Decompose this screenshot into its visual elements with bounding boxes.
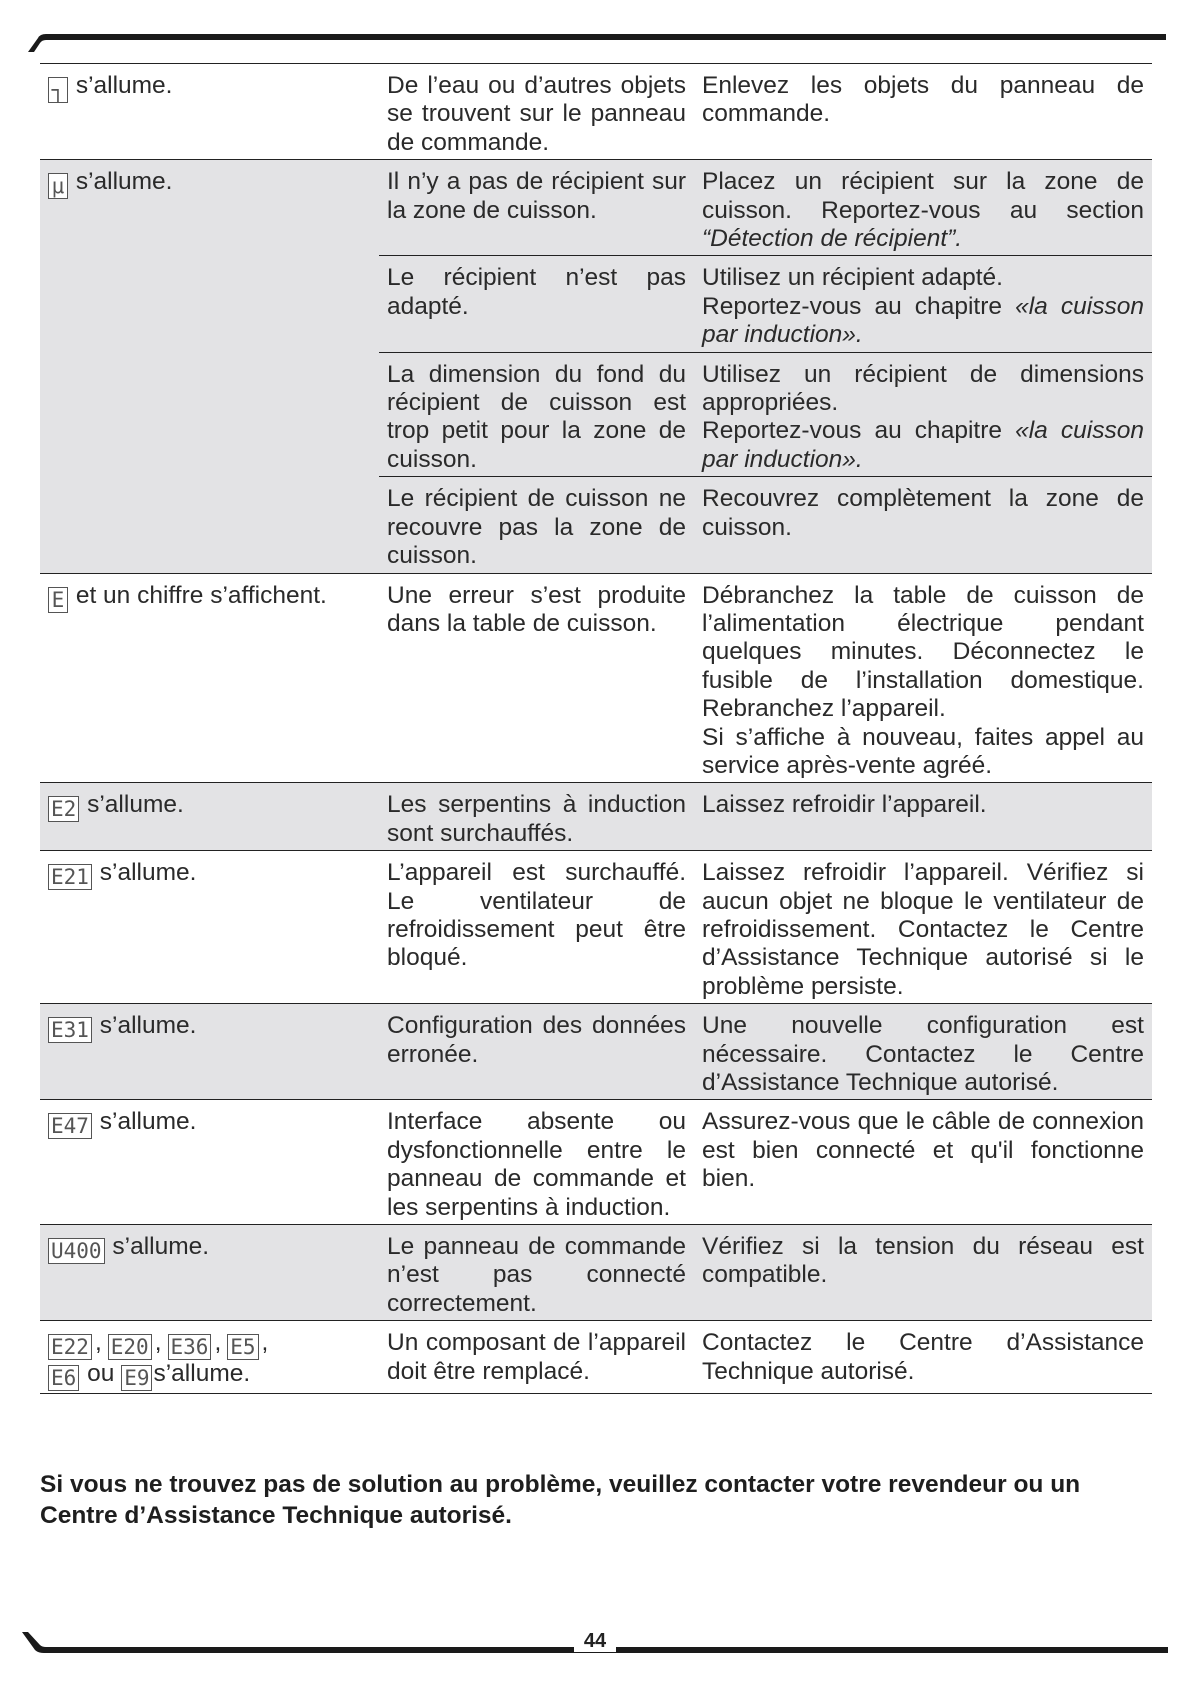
top-decorative-rule	[28, 34, 1166, 52]
cause-cell: L’appareil est surchauffé. Le ventilateur de refroidissement peut être bloqué.	[379, 851, 702, 1004]
display-code-icon: E6	[48, 1365, 79, 1391]
cause-cell: Le panneau de commande n’est pas connecté correctement.	[379, 1225, 702, 1321]
table-row	[40, 64, 1152, 160]
symptom-text: s’allume.	[112, 1233, 210, 1261]
cause-cell: Le récipient n’est pas adapté.	[379, 256, 702, 352]
cause-cell: Il n’y a pas de récipient sur la zone de cuisson.	[379, 160, 702, 256]
table-row	[40, 851, 1152, 1004]
solution-cell: Placez un récipient sur la zone de cuisson. Reportez-vous au section “Détection de récipient”.	[702, 160, 1152, 256]
cause-cell: La dimension du fond du récipient de cuisson est trop petit pour la zone de cuisson.	[379, 352, 702, 477]
display-code-icon: U400	[48, 1238, 105, 1264]
table-row	[40, 1321, 1152, 1394]
display-code-icon: E2	[48, 796, 79, 822]
page-number: 44	[0, 1630, 1190, 1653]
display-code-icon: E5	[227, 1334, 258, 1360]
symptom-cell	[40, 64, 379, 160]
solution-cell: Vérifiez si la tension du réseau est compatible.	[702, 1225, 1152, 1321]
symptom-cell	[40, 1100, 379, 1225]
display-code-icon: μ	[48, 173, 68, 199]
symptom-cell: E22 , E20 , E36 , E5 , E6 ou E9 s’allume.	[40, 1321, 379, 1394]
cause-cell: Un composant de l’appareil doit être remplacé.	[379, 1321, 702, 1394]
solution-cell: Enlevez les objets du panneau de commande.	[702, 64, 1152, 160]
cause-cell: Configuration des données erronée.	[379, 1004, 702, 1100]
symptom-cell	[40, 1004, 379, 1100]
symptom-text: s’allume.	[87, 791, 184, 819]
symptom-cell	[40, 1225, 379, 1321]
display-code-icon: E36	[168, 1334, 212, 1360]
troubleshooting-table	[40, 63, 1152, 1394]
solution-cell: Recouvrez complètement la zone de cuisson.	[702, 477, 1152, 573]
display-code-icon: E20	[108, 1334, 152, 1360]
solution-cell: Laissez refroidir l’appareil. Vérifiez si aucun objet ne bloque le ventilateur de refroidissement. Contactez le Centre d’Assistance Technique autorisé si le problème persiste.	[702, 851, 1152, 1004]
solution-cell: Assurez-vous que le câble de connexion est bien connecté et qu'il fonctionne bien.	[702, 1100, 1152, 1225]
table-row	[40, 1100, 1152, 1225]
symptom-cell	[40, 851, 379, 1004]
table-row	[40, 783, 1152, 851]
symptom-text: s’allume.	[75, 168, 173, 196]
display-code-icon: E	[48, 587, 68, 613]
display-code-icon: E9	[121, 1365, 152, 1391]
cause-cell: Le récipient de cuisson ne recouvre pas la zone de cuisson.	[379, 477, 702, 573]
table-row	[40, 160, 1152, 256]
solution-cell: Débranchez la table de cuisson de l’alimentation électrique pendant quelques minutes. Déconnectez le fusible de l’installation domestique. Rebranchez l’appareil. Si s’affiche à nouveau, faites appel au service après-vente agréé.	[702, 573, 1152, 783]
symptom-text: et un chiffre s’affichent.	[75, 581, 327, 609]
solution-cell: Contactez le Centre d’Assistance Technique autorisé.	[702, 1321, 1152, 1394]
cause-cell: Une erreur s’est produite dans la table de cuisson.	[379, 573, 702, 783]
symptom-text: s’allume.	[99, 1012, 197, 1040]
cause-cell: De l’eau ou d’autres objets se trouvent sur le panneau de commande.	[379, 64, 702, 160]
display-code-icon: E21	[48, 864, 92, 890]
symptom-cell	[40, 783, 379, 851]
solution-cell: Utilisez un récipient adapté. Reportez-vous au chapitre «la cuisson par induction».	[702, 256, 1152, 352]
solution-cell: Utilisez un récipient de dimensions appropriées. Reportez-vous au chapitre «la cuisson par induction».	[702, 352, 1152, 477]
display-code-icon: ┐	[48, 77, 68, 103]
display-code-icon: E22	[48, 1334, 92, 1360]
solution-cell: Une nouvelle configuration est nécessaire. Contactez le Centre d’Assistance Technique autorisé.	[702, 1004, 1152, 1100]
cause-cell: Interface absente ou dysfonctionnelle entre le panneau de commande et les serpentins à induction.	[379, 1100, 702, 1225]
table-row	[40, 1225, 1152, 1321]
symptom-text: s’allume.	[99, 1108, 197, 1136]
symptom-text: s’allume.	[99, 859, 197, 887]
table-row	[40, 1004, 1152, 1100]
footer-note: Si vous ne trouvez pas de solution au problème, veuillez contacter votre revendeur ou un Centre d’Assistance Technique autorisé.	[40, 1471, 1081, 1529]
table-row	[40, 573, 1152, 783]
symptom-text: s’allume.	[75, 72, 173, 99]
symptom-text: s’allume.	[153, 1360, 251, 1388]
symptom-cell	[40, 573, 379, 783]
display-code-icon: E47	[48, 1113, 92, 1139]
cause-cell: Les serpentins à induction sont surchauffés.	[379, 783, 702, 851]
symptom-cell	[40, 160, 379, 573]
solution-cell: Laissez refroidir l’appareil.	[702, 783, 1152, 851]
display-code-icon: E31	[48, 1017, 92, 1043]
